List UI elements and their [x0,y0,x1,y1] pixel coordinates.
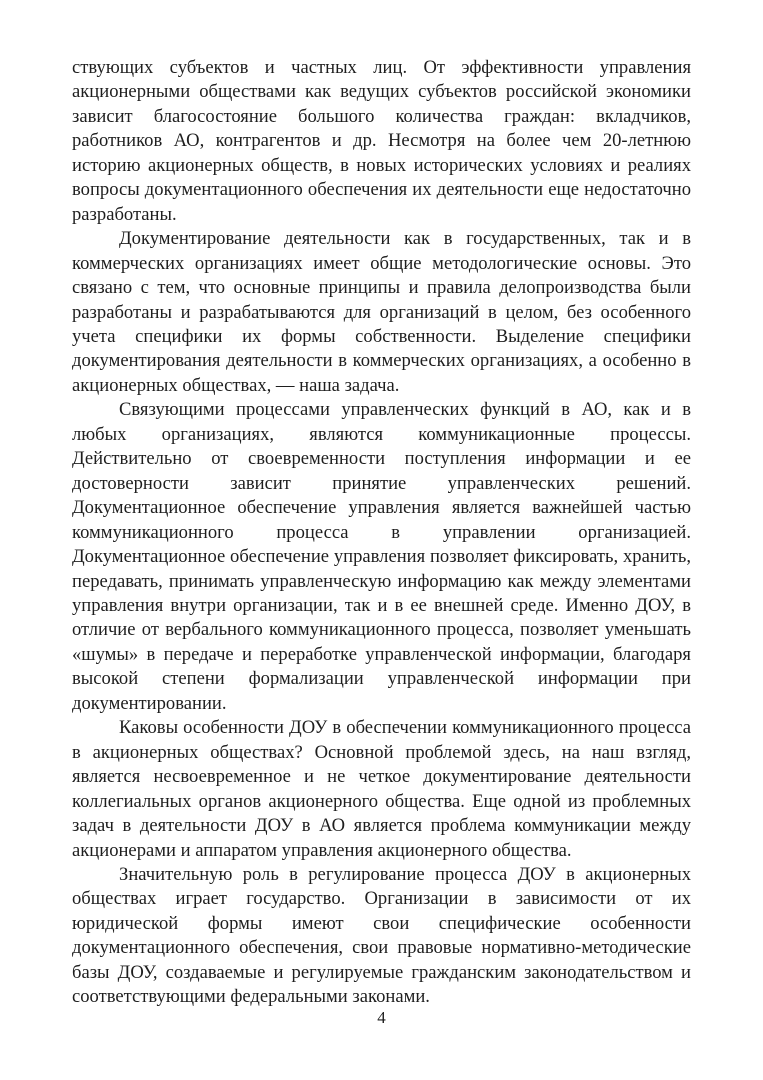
paragraph-2: Документирование деятельности как в государственных, так и в коммерческих организациях имеет общие методологические основы. Это связано с тем, что основные принципы и правила делопроизводства были разработаны и разрабатываются для организаций в целом, без особенного учета специфики их формы собственности. Выделение специфики документирования деятельности в коммерческих организациях, а особенно в акционерных обществах, — наша задача. [72,228,691,396]
body-text [72,56,691,1010]
paragraph-4: Каковы особенности ДОУ в обеспечении коммуникационного процесса в акционерных обществах? Основной проблемой здесь, на наш взгляд, является несвоевременное и не четкое документирование деятельности коллегиальных органов акционерного общества. Еще одной из проблемных задач в деятельности ДОУ в АО является проблема коммуникации между акционерами и аппаратом управления акционерного общества. [72,717,691,861]
paragraph-3: Связующими процессами управленческих функций в АО, как и в любых организациях, являются коммуникационные процессы. Действительно от своевременности поступления информации и ее достоверности зависит принятие управленческих решений. Документационное обеспечение управления является важнейшей частью коммуникационного процесса в управлении организацией. Документационное обеспечение управления позволяет фиксировать, хранить, передавать, принимать управленческую информацию как между элементами управления внутри организации, так и в ее внешней среде. Именно ДОУ, в отличие от вербального коммуникационного процесса, позволяет уменьшать «шумы» в передаче и переработке управленческой информации, благодаря высокой степени формализации управленческой информации при документировании. [72,399,691,714]
paragraph-5: Значительную роль в регулирование процесса ДОУ в акционерных обществах играет государство. Организации в зависимости от их юридической формы имеют свои специфические особенности документационного обеспечения, свои правовые нормативно-методические базы ДОУ, создаваемые и регулируемые гражданским законодательством и соответствующими федеральными законами. [72,863,691,1008]
page-number: 4 [377,1008,386,1027]
paragraph-1: ствующих субъектов и частных лиц. От эффективности управления акционерными обществами как ведущих субъектов российской экономики зависит благосостояние большого количества граждан: вкладчиков, работников АО, контрагентов и др. Несмотря на более чем 20-летнюю историю акционерных обществ, в новых исторических условиях и реалиях вопросы документационного обеспечения их деятельности еще недостаточно разработаны. [72,57,691,225]
